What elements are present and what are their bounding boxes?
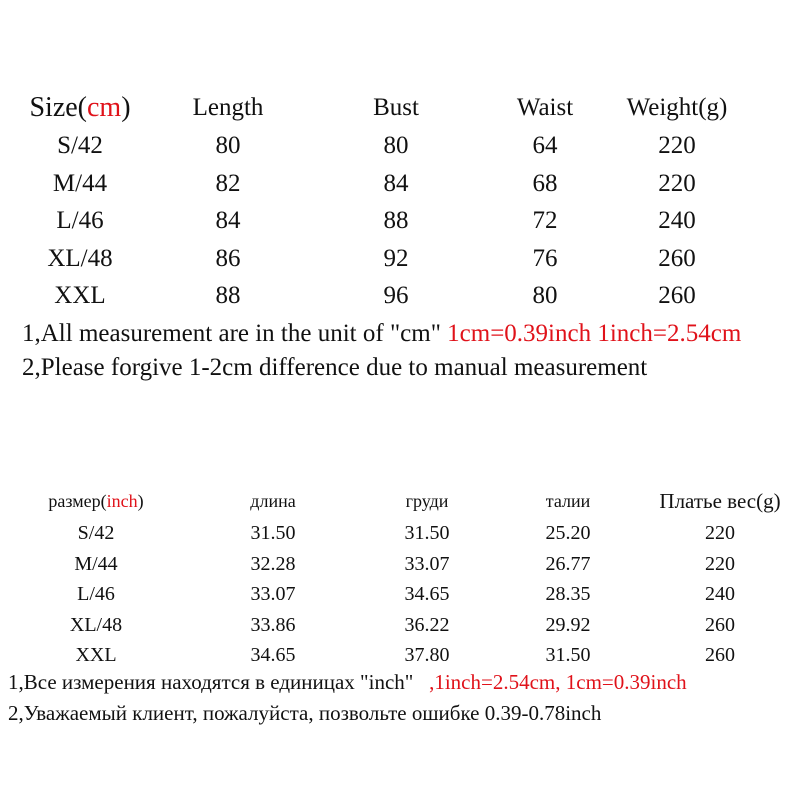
table-row: [0, 166, 800, 202]
measurement-value: 29.92: [545, 613, 591, 636]
cm-note-1: 1,All measurement are in the unit of "cm" 1cm=0.39inch 1inch=2.54cm: [22, 320, 742, 347]
inch-note-1: 1,Все измерения находятся в единицах "inch" ,1inch=2.54cm, 1cm=0.39inch: [8, 670, 687, 694]
measurement-value: 33.86: [250, 613, 296, 636]
size-label: L/46: [77, 583, 115, 605]
table-row: [0, 203, 800, 239]
measurement-value: 86: [215, 244, 241, 272]
size-label: XL/48: [69, 613, 123, 636]
cm-header-length: Length: [192, 94, 264, 121]
size-label: M/44: [52, 169, 108, 197]
measurement-value: 68: [532, 169, 558, 197]
measurement-value: 82: [215, 169, 241, 197]
table-row: [0, 278, 800, 314]
table-row: [0, 579, 800, 609]
inch-header-waist: талии: [545, 491, 591, 511]
inch-header-length: длина: [250, 491, 296, 511]
measurement-value: 220: [658, 169, 696, 197]
measurement-value: 26.77: [545, 552, 591, 575]
size-label: M/44: [74, 552, 118, 575]
inch-header-bust: груди: [405, 491, 449, 511]
measurement-value: 34.65: [250, 644, 296, 666]
cm-header-bust: Bust: [373, 94, 419, 121]
measurement-value: 72: [532, 207, 558, 234]
table-row: [0, 128, 800, 164]
cm-header-weight: Weight(g): [626, 94, 728, 121]
cm-table-header: [0, 90, 800, 126]
inch-note-2: 2,Уважаемый клиент, пожалуйста, позвольте ошибке 0.39-0.78inch: [8, 701, 602, 725]
cm-note-2: 2,Please forgive 1-2cm difference due to manual measurement: [22, 354, 648, 381]
cm-header-waist: Waist: [516, 94, 574, 121]
table-row: [0, 518, 800, 548]
size-label: XL/48: [47, 244, 113, 272]
measurement-value: 88: [215, 282, 241, 309]
measurement-value: 92: [383, 244, 409, 272]
measurement-value: 36.22: [404, 613, 450, 636]
measurement-value: 34.65: [404, 583, 450, 605]
size-label: S/42: [77, 522, 115, 544]
measurement-value: 31.50: [250, 522, 296, 544]
cm-header-size: Size(cm): [29, 92, 131, 123]
measurement-value: 80: [383, 132, 409, 159]
measurement-value: 31.50: [545, 644, 591, 666]
measurement-value: 80: [532, 282, 558, 309]
measurement-value: 88: [383, 207, 409, 234]
table-row: [0, 241, 800, 277]
measurement-value: 260: [658, 244, 696, 272]
measurement-value: 84: [215, 207, 241, 234]
measurement-value: 260: [658, 282, 696, 309]
measurement-value: 260: [705, 644, 735, 666]
table-row: [0, 549, 800, 579]
measurement-value: 28.35: [545, 583, 591, 605]
measurement-value: 31.50: [404, 522, 450, 544]
size-label: XXL: [54, 282, 106, 309]
size-label: L/46: [56, 207, 104, 234]
measurement-value: 220: [705, 522, 735, 544]
measurement-value: 32.28: [250, 552, 296, 575]
table-row: [0, 640, 800, 670]
measurement-value: 33.07: [250, 583, 296, 605]
measurement-value: 64: [532, 132, 558, 159]
measurement-value: 33.07: [404, 552, 450, 575]
measurement-value: 25.20: [545, 522, 591, 544]
measurement-value: 240: [658, 207, 696, 234]
inch-header-weight: Платье вес(g): [659, 489, 781, 513]
measurement-value: 76: [532, 244, 558, 272]
measurement-value: 37.80: [404, 644, 450, 666]
measurement-value: 84: [383, 169, 409, 197]
measurement-value: 240: [705, 583, 735, 605]
inch-header-size: размер(inch): [48, 491, 144, 511]
measurement-value: 260: [705, 613, 735, 636]
table-row: [0, 610, 800, 640]
size-label: XXL: [75, 644, 117, 666]
measurement-value: 96: [383, 282, 409, 309]
measurement-value: 220: [705, 552, 735, 575]
measurement-value: 80: [215, 132, 241, 159]
size-label: S/42: [57, 132, 103, 159]
inch-table-header: [0, 486, 800, 516]
measurement-value: 220: [658, 132, 696, 159]
